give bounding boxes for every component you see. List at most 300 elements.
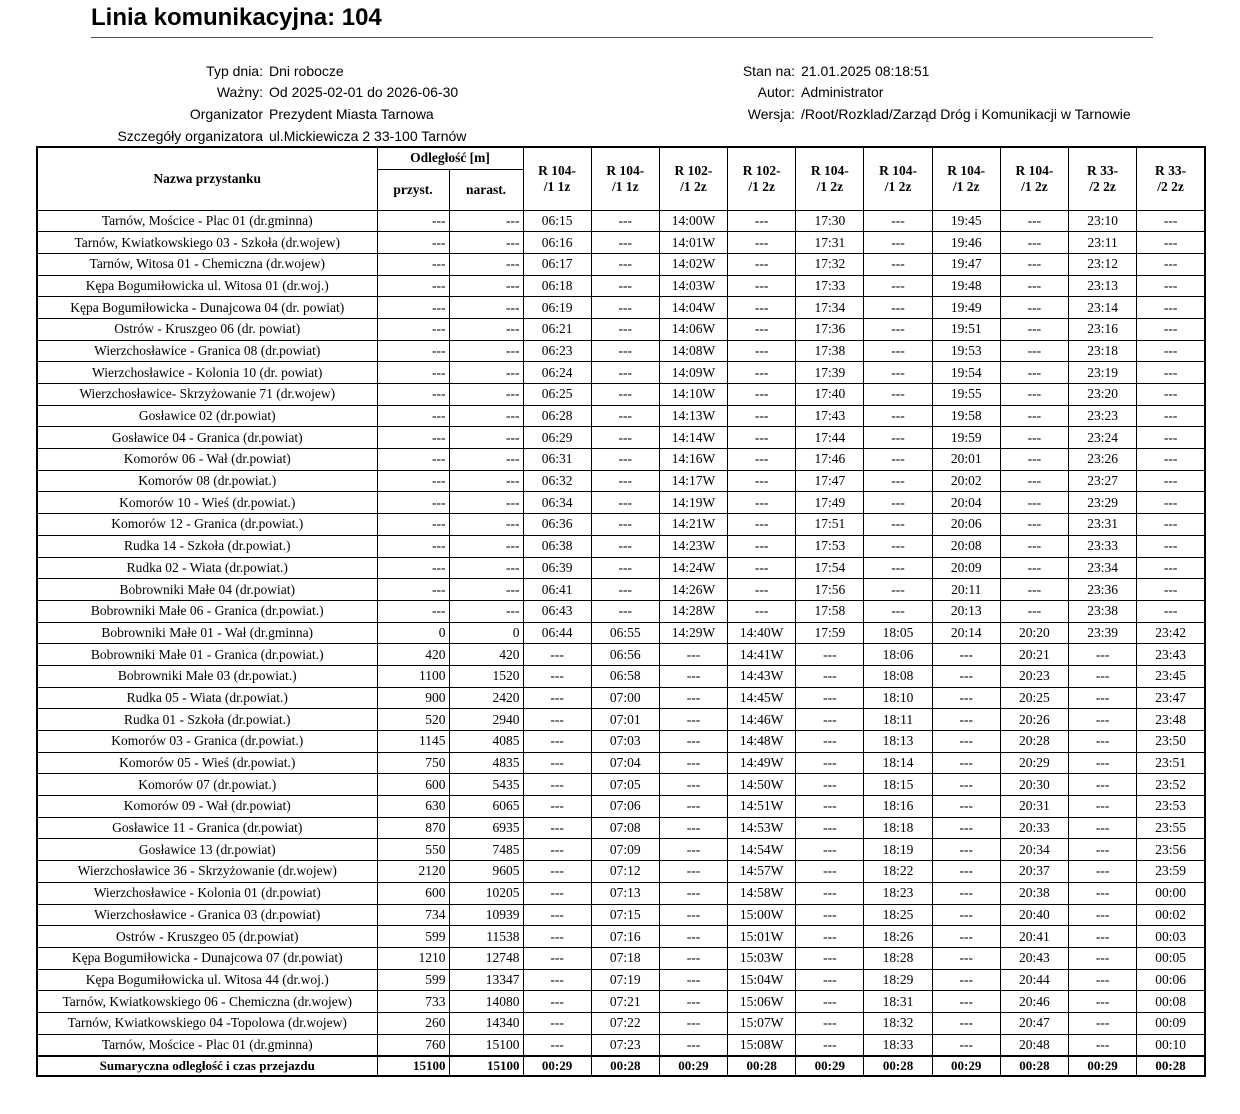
- table-row: [37, 644, 1205, 666]
- departure-time-cell: 14:14W: [659, 427, 727, 449]
- departure-time-cell: ---: [1137, 600, 1205, 622]
- departure-time-cell: ---: [1137, 557, 1205, 579]
- departure-time-cell: 06:58: [591, 665, 659, 687]
- table-row: [37, 622, 1205, 644]
- distance-cell: 600: [377, 774, 449, 796]
- departure-time-cell: ---: [864, 340, 932, 362]
- departure-time-cell: 06:15: [523, 210, 591, 232]
- departure-time-cell: 06:41: [523, 579, 591, 601]
- departure-time-cell: ---: [591, 297, 659, 319]
- travel-time-cell: 00:29: [796, 1056, 864, 1076]
- departure-time-cell: 18:32: [864, 1012, 932, 1034]
- departure-time-cell: ---: [864, 275, 932, 297]
- departure-time-cell: 17:30: [796, 210, 864, 232]
- departure-time-cell: 06:21: [523, 318, 591, 340]
- distance-cell: ---: [377, 405, 449, 427]
- table-row: [37, 253, 1205, 275]
- stop-name-cell: Komorów 03 - Granica (dr.powiat.): [37, 731, 377, 753]
- total-distance-cell: 15100: [449, 1056, 523, 1076]
- distance-cell: ---: [449, 514, 523, 536]
- departure-time-cell: ---: [523, 969, 591, 991]
- table-row: [37, 535, 1205, 557]
- departure-time-cell: 19:49: [932, 297, 1000, 319]
- distance-cell: 420: [449, 644, 523, 666]
- course-header: R 104- /1 1z: [591, 147, 659, 210]
- departure-time-cell: ---: [1137, 405, 1205, 427]
- departure-time-cell: ---: [523, 926, 591, 948]
- distance-cell: 2120: [377, 861, 449, 883]
- departure-time-cell: ---: [591, 514, 659, 536]
- departure-time-cell: ---: [1069, 817, 1137, 839]
- stop-name-cell: Bobrowniki Małe 01 - Granica (dr.powiat.): [37, 644, 377, 666]
- distance-cell: ---: [449, 600, 523, 622]
- departure-time-cell: 20:43: [1000, 947, 1068, 969]
- departure-time-cell: ---: [796, 926, 864, 948]
- table-row: [37, 297, 1205, 319]
- departure-time-cell: 20:02: [932, 470, 1000, 492]
- table-row: [37, 232, 1205, 254]
- departure-time-cell: ---: [796, 774, 864, 796]
- distance-cell: ---: [449, 362, 523, 384]
- distance-cell: ---: [377, 318, 449, 340]
- departure-time-cell: 00:06: [1137, 969, 1205, 991]
- departure-time-cell: 20:34: [1000, 839, 1068, 861]
- departure-time-cell: 20:08: [932, 535, 1000, 557]
- cumulative-distance-header: narast.: [449, 169, 523, 210]
- departure-time-cell: 07:04: [591, 752, 659, 774]
- departure-time-cell: ---: [932, 839, 1000, 861]
- course-header: R 33- /2 2z: [1137, 147, 1205, 210]
- stop-name-cell: Rudka 02 - Wiata (dr.powiat.): [37, 557, 377, 579]
- departure-time-cell: 19:48: [932, 275, 1000, 297]
- departure-time-cell: 17:43: [796, 405, 864, 427]
- departure-time-cell: 18:29: [864, 969, 932, 991]
- stop-name-cell: Wierzchosławice - Granica 08 (dr.powiat): [37, 340, 377, 362]
- departure-time-cell: ---: [659, 882, 727, 904]
- stop-name-cell: Tarnów, Kwiatkowskiego 04 -Topolowa (dr.wojew): [37, 1012, 377, 1034]
- departure-time-cell: 20:44: [1000, 969, 1068, 991]
- departure-time-cell: ---: [1137, 579, 1205, 601]
- departure-time-cell: 07:21: [591, 991, 659, 1013]
- departure-time-cell: ---: [864, 232, 932, 254]
- departure-time-cell: 23:38: [1069, 600, 1137, 622]
- distance-cell: 1100: [377, 665, 449, 687]
- departure-time-cell: 18:14: [864, 752, 932, 774]
- departure-time-cell: ---: [1069, 731, 1137, 753]
- departure-time-cell: 20:06: [932, 514, 1000, 536]
- table-row: [37, 600, 1205, 622]
- departure-time-cell: 23:20: [1069, 384, 1137, 406]
- departure-time-cell: 14:29W: [659, 622, 727, 644]
- distance-cell: ---: [377, 557, 449, 579]
- departure-time-cell: 23:43: [1137, 644, 1205, 666]
- table-row: [37, 687, 1205, 709]
- departure-time-cell: 20:40: [1000, 904, 1068, 926]
- departure-time-cell: ---: [864, 427, 932, 449]
- departure-time-cell: 14:24W: [659, 557, 727, 579]
- departure-time-cell: 19:47: [932, 253, 1000, 275]
- departure-time-cell: 15:04W: [728, 969, 796, 991]
- stop-name-cell: Rudka 05 - Wiata (dr.powiat.): [37, 687, 377, 709]
- course-header: R 102- /1 2z: [659, 147, 727, 210]
- departure-time-cell: 23:18: [1069, 340, 1137, 362]
- stop-name-cell: Komorów 07 (dr.powiat.): [37, 774, 377, 796]
- departure-time-cell: ---: [591, 600, 659, 622]
- departure-time-cell: 20:26: [1000, 709, 1068, 731]
- departure-time-cell: ---: [728, 557, 796, 579]
- departure-time-cell: ---: [1137, 210, 1205, 232]
- departure-time-cell: 14:23W: [659, 535, 727, 557]
- departure-time-cell: 06:18: [523, 275, 591, 297]
- departure-time-cell: ---: [728, 232, 796, 254]
- distance-cell: 2420: [449, 687, 523, 709]
- departure-time-cell: 06:44: [523, 622, 591, 644]
- departure-time-cell: ---: [728, 579, 796, 601]
- distance-cell: ---: [377, 297, 449, 319]
- distance-cell: 14080: [449, 991, 523, 1013]
- departure-time-cell: ---: [523, 644, 591, 666]
- departure-time-cell: 00:03: [1137, 926, 1205, 948]
- departure-time-cell: ---: [728, 275, 796, 297]
- departure-time-cell: ---: [523, 1034, 591, 1056]
- departure-time-cell: ---: [591, 470, 659, 492]
- travel-time-cell: 00:29: [659, 1056, 727, 1076]
- distance-cell: ---: [377, 232, 449, 254]
- departure-time-cell: 15:08W: [728, 1034, 796, 1056]
- departure-time-cell: ---: [659, 947, 727, 969]
- stop-name-cell: Wierzchosławice - Granica 03 (dr.powiat): [37, 904, 377, 926]
- stop-name-cell: Tarnów, Kwiatkowskiego 03 - Szkoła (dr.wojew): [37, 232, 377, 254]
- departure-time-cell: ---: [932, 774, 1000, 796]
- table-row: [37, 318, 1205, 340]
- distance-cell: 600: [377, 882, 449, 904]
- departure-time-cell: 20:11: [932, 579, 1000, 601]
- departure-time-cell: 14:06W: [659, 318, 727, 340]
- departure-time-cell: 20:13: [932, 600, 1000, 622]
- departure-time-cell: ---: [1000, 405, 1068, 427]
- distance-cell: ---: [377, 470, 449, 492]
- distance-cell: 11538: [449, 926, 523, 948]
- departure-time-cell: 20:14: [932, 622, 1000, 644]
- departure-time-cell: ---: [796, 817, 864, 839]
- travel-time-cell: 00:29: [523, 1056, 591, 1076]
- stop-name-cell: Kępa Bogumiłowicka ul. Witosa 01 (dr.woj.): [37, 275, 377, 297]
- departure-time-cell: ---: [796, 731, 864, 753]
- table-row: [37, 275, 1205, 297]
- departure-time-cell: 20:04: [932, 492, 1000, 514]
- stop-name-cell: Bobrowniki Małe 01 - Wał (dr.gminna): [37, 622, 377, 644]
- departure-time-cell: 20:20: [1000, 622, 1068, 644]
- departure-time-cell: ---: [523, 774, 591, 796]
- departure-time-cell: ---: [728, 297, 796, 319]
- stop-name-cell: Wierzchosławice - Kolonia 10 (dr. powiat): [37, 362, 377, 384]
- departure-time-cell: ---: [591, 492, 659, 514]
- departure-time-cell: ---: [728, 492, 796, 514]
- departure-time-cell: ---: [932, 947, 1000, 969]
- stop-name-cell: Komorów 05 - Wieś (dr.powiat.): [37, 752, 377, 774]
- stop-name-cell: Bobrowniki Małe 06 - Granica (dr.powiat.): [37, 600, 377, 622]
- departure-time-cell: ---: [1000, 492, 1068, 514]
- departure-time-cell: ---: [1069, 1034, 1137, 1056]
- departure-time-cell: 06:56: [591, 644, 659, 666]
- distance-cell: ---: [449, 470, 523, 492]
- departure-time-cell: ---: [864, 253, 932, 275]
- travel-time-cell: 00:28: [1000, 1056, 1068, 1076]
- departure-time-cell: ---: [591, 340, 659, 362]
- departure-time-cell: ---: [1069, 796, 1137, 818]
- departure-time-cell: 00:02: [1137, 904, 1205, 926]
- departure-time-cell: ---: [1000, 449, 1068, 471]
- departure-time-cell: 06:17: [523, 253, 591, 275]
- departure-time-cell: 23:52: [1137, 774, 1205, 796]
- stop-name-cell: Gosławice 13 (dr.powiat): [37, 839, 377, 861]
- departure-time-cell: ---: [1000, 557, 1068, 579]
- departure-time-cell: 19:58: [932, 405, 1000, 427]
- departure-time-cell: 23:56: [1137, 839, 1205, 861]
- departure-time-cell: ---: [1000, 384, 1068, 406]
- departure-time-cell: ---: [864, 514, 932, 536]
- departure-time-cell: 18:16: [864, 796, 932, 818]
- distance-cell: ---: [377, 340, 449, 362]
- departure-time-cell: ---: [1137, 362, 1205, 384]
- travel-time-cell: 00:29: [932, 1056, 1000, 1076]
- departure-time-cell: ---: [796, 709, 864, 731]
- departure-time-cell: ---: [1000, 514, 1068, 536]
- departure-time-cell: 14:16W: [659, 449, 727, 471]
- departure-time-cell: 19:54: [932, 362, 1000, 384]
- departure-time-cell: ---: [728, 449, 796, 471]
- departure-time-cell: 23:16: [1069, 318, 1137, 340]
- departure-time-cell: 23:34: [1069, 557, 1137, 579]
- departure-time-cell: ---: [1137, 275, 1205, 297]
- departure-time-cell: 18:33: [864, 1034, 932, 1056]
- stop-name-cell: Tarnów, Kwiatkowskiego 06 - Chemiczna (dr.wojew): [37, 991, 377, 1013]
- departure-time-cell: ---: [864, 318, 932, 340]
- departure-time-cell: 19:59: [932, 427, 1000, 449]
- departure-time-cell: 17:53: [796, 535, 864, 557]
- departure-time-cell: 18:06: [864, 644, 932, 666]
- departure-time-cell: ---: [591, 253, 659, 275]
- departure-time-cell: 23:51: [1137, 752, 1205, 774]
- table-row: [37, 774, 1205, 796]
- stop-name-cell: Gosławice 02 (dr.powiat): [37, 405, 377, 427]
- table-row: [37, 210, 1205, 232]
- travel-time-cell: 00:28: [728, 1056, 796, 1076]
- departure-time-cell: 23:53: [1137, 796, 1205, 818]
- distance-cell: 1145: [377, 731, 449, 753]
- departure-time-cell: ---: [1069, 882, 1137, 904]
- departure-time-cell: ---: [728, 210, 796, 232]
- departure-time-cell: ---: [659, 731, 727, 753]
- table-row: [37, 492, 1205, 514]
- departure-time-cell: ---: [591, 362, 659, 384]
- departure-time-cell: ---: [796, 665, 864, 687]
- departure-time-cell: ---: [591, 535, 659, 557]
- distance-cell: ---: [449, 340, 523, 362]
- departure-time-cell: ---: [1137, 535, 1205, 557]
- departure-time-cell: ---: [1137, 340, 1205, 362]
- stop-name-cell: Rudka 01 - Szkoła (dr.powiat.): [37, 709, 377, 731]
- departure-time-cell: ---: [523, 752, 591, 774]
- departure-time-cell: 15:03W: [728, 947, 796, 969]
- meta-label: Wersja:: [747, 106, 795, 122]
- departure-time-cell: 23:55: [1137, 817, 1205, 839]
- distance-cell: ---: [377, 449, 449, 471]
- departure-time-cell: ---: [1137, 514, 1205, 536]
- distance-cell: ---: [449, 384, 523, 406]
- distance-cell: ---: [449, 297, 523, 319]
- table-row: [37, 514, 1205, 536]
- course-header: R 104- /1 2z: [932, 147, 1000, 210]
- departure-time-cell: ---: [932, 817, 1000, 839]
- departure-time-cell: ---: [523, 947, 591, 969]
- departure-time-cell: 07:23: [591, 1034, 659, 1056]
- table-row: [37, 427, 1205, 449]
- distance-cell: 13347: [449, 969, 523, 991]
- departure-time-cell: 00:00: [1137, 882, 1205, 904]
- departure-time-cell: 19:51: [932, 318, 1000, 340]
- departure-time-cell: ---: [659, 904, 727, 926]
- departure-time-cell: 23:59: [1137, 861, 1205, 883]
- departure-time-cell: 17:47: [796, 470, 864, 492]
- meta-label: Autor:: [757, 84, 795, 100]
- table-row: [37, 947, 1205, 969]
- stop-name-cell: Kępa Bogumiłowicka ul. Witosa 44 (dr.woj.): [37, 969, 377, 991]
- course-header: R 104- /1 2z: [796, 147, 864, 210]
- departure-time-cell: 14:02W: [659, 253, 727, 275]
- distance-header: Odległość [m]: [377, 147, 523, 169]
- departure-time-cell: ---: [523, 796, 591, 818]
- distance-cell: 900: [377, 687, 449, 709]
- departure-time-cell: ---: [1000, 275, 1068, 297]
- distance-cell: ---: [377, 384, 449, 406]
- departure-time-cell: ---: [932, 665, 1000, 687]
- departure-time-cell: ---: [864, 449, 932, 471]
- departure-time-cell: ---: [864, 535, 932, 557]
- departure-time-cell: ---: [659, 1034, 727, 1056]
- departure-time-cell: 18:19: [864, 839, 932, 861]
- distance-cell: 14340: [449, 1012, 523, 1034]
- stop-name-cell: Komorów 10 - Wieś (dr.powiat.): [37, 492, 377, 514]
- departure-time-cell: 19:45: [932, 210, 1000, 232]
- departure-time-cell: ---: [1137, 427, 1205, 449]
- departure-time-cell: ---: [1137, 492, 1205, 514]
- departure-time-cell: 23:50: [1137, 731, 1205, 753]
- table-row: [37, 340, 1205, 362]
- departure-time-cell: ---: [796, 644, 864, 666]
- distance-cell: ---: [449, 492, 523, 514]
- meta-value: 21.01.2025 08:18:51: [801, 63, 930, 79]
- distance-cell: ---: [449, 275, 523, 297]
- departure-time-cell: ---: [523, 731, 591, 753]
- departure-time-cell: 23:31: [1069, 514, 1137, 536]
- departure-time-cell: ---: [796, 882, 864, 904]
- meta-value: Dni robocze: [269, 63, 344, 79]
- departure-time-cell: 06:25: [523, 384, 591, 406]
- stop-name-cell: Wierzchosławice 36 - Skrzyżowanie (dr.wojew): [37, 861, 377, 883]
- departure-time-cell: ---: [659, 839, 727, 861]
- departure-time-cell: ---: [523, 991, 591, 1013]
- departure-time-cell: 14:43W: [728, 665, 796, 687]
- departure-time-cell: ---: [864, 405, 932, 427]
- departure-time-cell: ---: [728, 405, 796, 427]
- departure-time-cell: 06:34: [523, 492, 591, 514]
- departure-time-cell: 23:39: [1069, 622, 1137, 644]
- distance-cell: ---: [449, 232, 523, 254]
- course-header: R 102- /1 2z: [728, 147, 796, 210]
- departure-time-cell: 06:19: [523, 297, 591, 319]
- distance-cell: ---: [377, 210, 449, 232]
- departure-time-cell: 20:48: [1000, 1034, 1068, 1056]
- distance-cell: 599: [377, 969, 449, 991]
- departure-time-cell: 06:28: [523, 405, 591, 427]
- distance-cell: ---: [449, 427, 523, 449]
- departure-time-cell: 00:08: [1137, 991, 1205, 1013]
- departure-time-cell: 19:53: [932, 340, 1000, 362]
- departure-time-cell: ---: [659, 644, 727, 666]
- departure-time-cell: 17:31: [796, 232, 864, 254]
- departure-time-cell: 23:23: [1069, 405, 1137, 427]
- meta-value: Administrator: [801, 84, 884, 100]
- distance-cell: ---: [377, 579, 449, 601]
- departure-time-cell: 23:19: [1069, 362, 1137, 384]
- departure-time-cell: 06:55: [591, 622, 659, 644]
- distance-cell: 0: [449, 622, 523, 644]
- departure-time-cell: 07:18: [591, 947, 659, 969]
- table-row: [37, 796, 1205, 818]
- departure-time-cell: 07:15: [591, 904, 659, 926]
- departure-time-cell: ---: [523, 1012, 591, 1034]
- departure-time-cell: 06:31: [523, 449, 591, 471]
- departure-time-cell: 18:26: [864, 926, 932, 948]
- stop-name-cell: Kępa Bogumiłowicka - Dunajcowa 04 (dr. powiat): [37, 297, 377, 319]
- distance-cell: 2940: [449, 709, 523, 731]
- departure-time-cell: ---: [796, 991, 864, 1013]
- course-header: R 104- /1 1z: [523, 147, 591, 210]
- departure-time-cell: 07:19: [591, 969, 659, 991]
- departure-time-cell: ---: [659, 774, 727, 796]
- departure-time-cell: 23:24: [1069, 427, 1137, 449]
- departure-time-cell: ---: [864, 362, 932, 384]
- departure-time-cell: ---: [591, 579, 659, 601]
- departure-time-cell: ---: [1000, 579, 1068, 601]
- distance-cell: 4835: [449, 752, 523, 774]
- departure-time-cell: 17:39: [796, 362, 864, 384]
- departure-time-cell: 06:32: [523, 470, 591, 492]
- departure-time-cell: ---: [591, 427, 659, 449]
- departure-time-cell: 07:06: [591, 796, 659, 818]
- departure-time-cell: ---: [864, 210, 932, 232]
- departure-time-cell: 14:49W: [728, 752, 796, 774]
- departure-time-cell: 23:48: [1137, 709, 1205, 731]
- departure-time-cell: ---: [932, 904, 1000, 926]
- distance-cell: ---: [377, 514, 449, 536]
- departure-time-cell: 07:09: [591, 839, 659, 861]
- departure-time-cell: ---: [796, 1012, 864, 1034]
- stop-name-cell: Ostrów - Kruszgeo 05 (dr.powiat): [37, 926, 377, 948]
- departure-time-cell: ---: [1000, 318, 1068, 340]
- departure-time-cell: ---: [932, 709, 1000, 731]
- departure-time-cell: 07:16: [591, 926, 659, 948]
- distance-cell: ---: [377, 535, 449, 557]
- departure-time-cell: 14:57W: [728, 861, 796, 883]
- departure-time-cell: 20:01: [932, 449, 1000, 471]
- departure-time-cell: ---: [591, 557, 659, 579]
- summary-label: Sumaryczna odległość i czas przejazdu: [37, 1056, 377, 1076]
- departure-time-cell: ---: [864, 557, 932, 579]
- departure-time-cell: 20:31: [1000, 796, 1068, 818]
- travel-time-cell: 00:28: [864, 1056, 932, 1076]
